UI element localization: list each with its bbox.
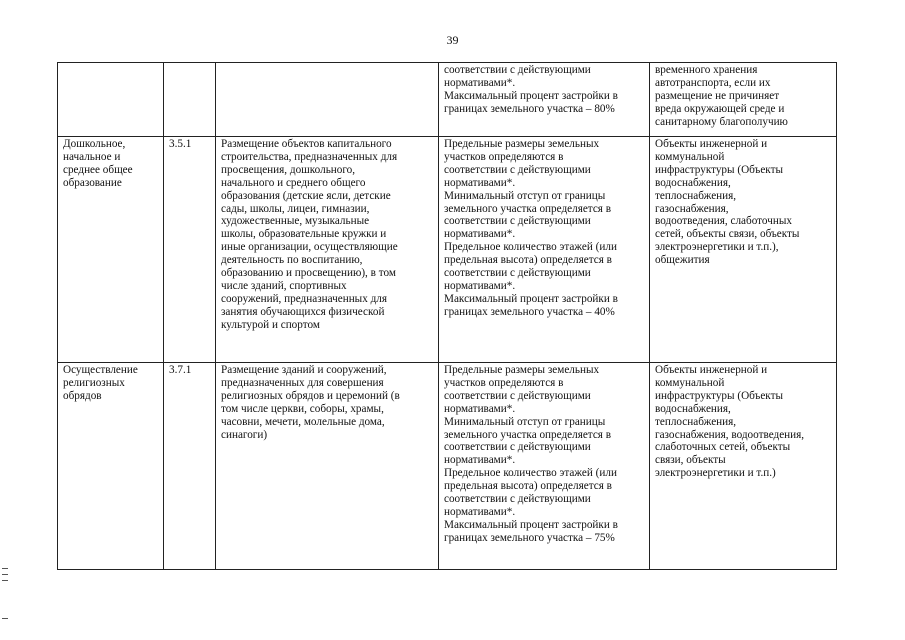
parameters-cell [439,137,650,363]
use-name-cell [58,363,164,570]
text-line: соответствии с действующими [444,64,591,76]
text-line: предназначенных для совершения [221,376,384,389]
text-line: предельная высота) определяется в [444,480,612,493]
text-line: иные организации, осуществляющие [221,241,398,254]
text-line: соответствии с действующими [444,389,591,402]
parameters-cell [439,63,650,137]
text-line: общежития [655,254,710,267]
page-number: 39 [446,33,459,47]
text-line: Максимальный процент застройки в [444,292,618,305]
text-line: границах земельного участка – 75% [444,531,615,544]
text-line: художественные, музыкальные [221,215,370,228]
text-line: водоотведения, слаботочных [655,215,792,228]
text-line: соответствии с действующими [444,267,591,280]
text-line: нормативами*. [444,402,516,415]
text-line: слаботочных сетей, объекты [655,441,791,454]
text-line: Предельное количество этажей (или [444,241,617,254]
text-line: начальное и [63,150,121,163]
auxiliary-uses-cell [650,363,837,570]
auxiliary-uses-cell [650,63,837,137]
text-line: нормативами*. [444,279,516,292]
text-line: числе зданий, спортивных [221,279,347,292]
text-line: Предельные размеры земельных [444,138,600,150]
text-line: Минимальный отступ от границы [444,415,606,428]
text-line: соответствии с действующими [444,163,591,176]
text-line: религиозных обрядов и церемоний (в [221,389,400,402]
land-use-table [57,62,837,570]
text-line: деятельность по воспитанию, [221,254,363,267]
text-line: строительства, предназначенных для [221,150,398,163]
text-line: участков определяются в [444,376,564,389]
scan-margin-mark [2,618,8,619]
text-line: религиозных [63,376,125,389]
text-line: земельного участка определяется в [444,202,612,215]
table-row [58,63,837,137]
text-line: теплоснабжения, [655,415,737,428]
scan-margin-mark [2,568,8,569]
text-line: коммунальной [655,376,725,389]
text-line: образование [63,176,122,189]
description-cell [216,63,439,137]
text-line: Размещение зданий и сооружений, [221,364,387,376]
text-line: Предельные размеры земельных [444,364,600,376]
text-line: нормативами*. [444,454,516,467]
text-line: санитарному благополучию [655,115,788,128]
text-line: просвещения, дошкольного, [221,163,356,176]
auxiliary-uses-cell [650,137,837,363]
text-line: предельная высота) определяется в [444,254,612,267]
use-name-cell [58,137,164,363]
text-line: автотранспорта, если их [655,76,771,89]
text-line: часовни, мечети, молельные дома, [221,415,385,428]
text-line: среднее общее [63,163,133,176]
code-cell [164,63,216,137]
text-line: водоснабжения, [655,402,731,415]
text-line: сооружений, предназначенных для [221,292,388,305]
text-line: коммунальной [655,150,725,163]
text-line: теплоснабжения, [655,189,737,202]
scan-margin-mark [2,574,8,575]
text-line: Дошкольное, [63,138,126,150]
text-line: начального и среднего общего [221,176,366,189]
text-line: синагоги) [221,428,268,441]
text-line: занятия обучающихся физической [221,305,385,318]
description-cell [216,363,439,570]
text-line: границах земельного участка – 40% [444,305,615,318]
text-line: размещение не причиняет [655,89,780,102]
parameters-cell [439,363,650,570]
text-line: образованию и просвещению), в том [221,267,396,280]
text-line: школы, образовательные кружки и [221,228,387,241]
text-line: газоснабжения, водоотведения, [655,428,805,441]
code-cell: 3.5.1 [164,137,216,363]
text-line: земельного участка определяется в [444,428,612,441]
text-line: нормативами*. [444,176,516,189]
text-line: Размещение объектов капитального [221,138,392,150]
text-line: инфраструктуры (Объекты [655,389,784,402]
description-cell [216,137,439,363]
text-line: нормативами*. [444,228,516,241]
text-line: нормативами*. [444,76,516,89]
text-line: водоснабжения, [655,176,731,189]
text-line: соответствии с действующими [444,441,591,454]
text-line: вреда окружающей среде и [655,102,785,115]
text-line: электроэнергетики и т.п.) [655,467,776,480]
text-line: Минимальный отступ от границы [444,189,606,202]
text-line: электроэнергетики и т.п.), [655,241,779,254]
text-line: связи, объекты [655,454,726,467]
code-cell: 3.7.1 [164,363,216,570]
text-line: культурой и спортом [221,318,320,331]
text-line: том числе церкви, соборы, храмы, [221,402,384,415]
text-line: Предельное количество этажей (или [444,467,617,480]
text-line: нормативами*. [444,505,516,518]
text-line: Объекты инженерной и [655,364,768,376]
text-line: соответствии с действующими [444,493,591,506]
text-line: временного хранения [655,64,758,76]
text-line: соответствии с действующими [444,215,591,228]
text-line: Осуществление [63,364,138,376]
text-line: образования (детские ясли, детские [221,189,391,202]
text-line: границах земельного участка – 80% [444,102,615,115]
text-line: участков определяются в [444,150,564,163]
table-row [58,137,837,363]
text-line: Объекты инженерной и [655,138,768,150]
text-line: Максимальный процент застройки в [444,89,618,102]
text-line: газоснабжения, [655,202,729,215]
use-name-cell [58,63,164,137]
text-line: обрядов [63,389,102,402]
table-row [58,363,837,570]
text-line: сетей, объекты связи, объекты [655,228,800,241]
text-line: Максимальный процент застройки в [444,518,618,531]
text-line: сады, школы, лицеи, гимназии, [221,202,370,215]
scan-margin-mark [2,580,8,581]
text-line: инфраструктуры (Объекты [655,163,784,176]
